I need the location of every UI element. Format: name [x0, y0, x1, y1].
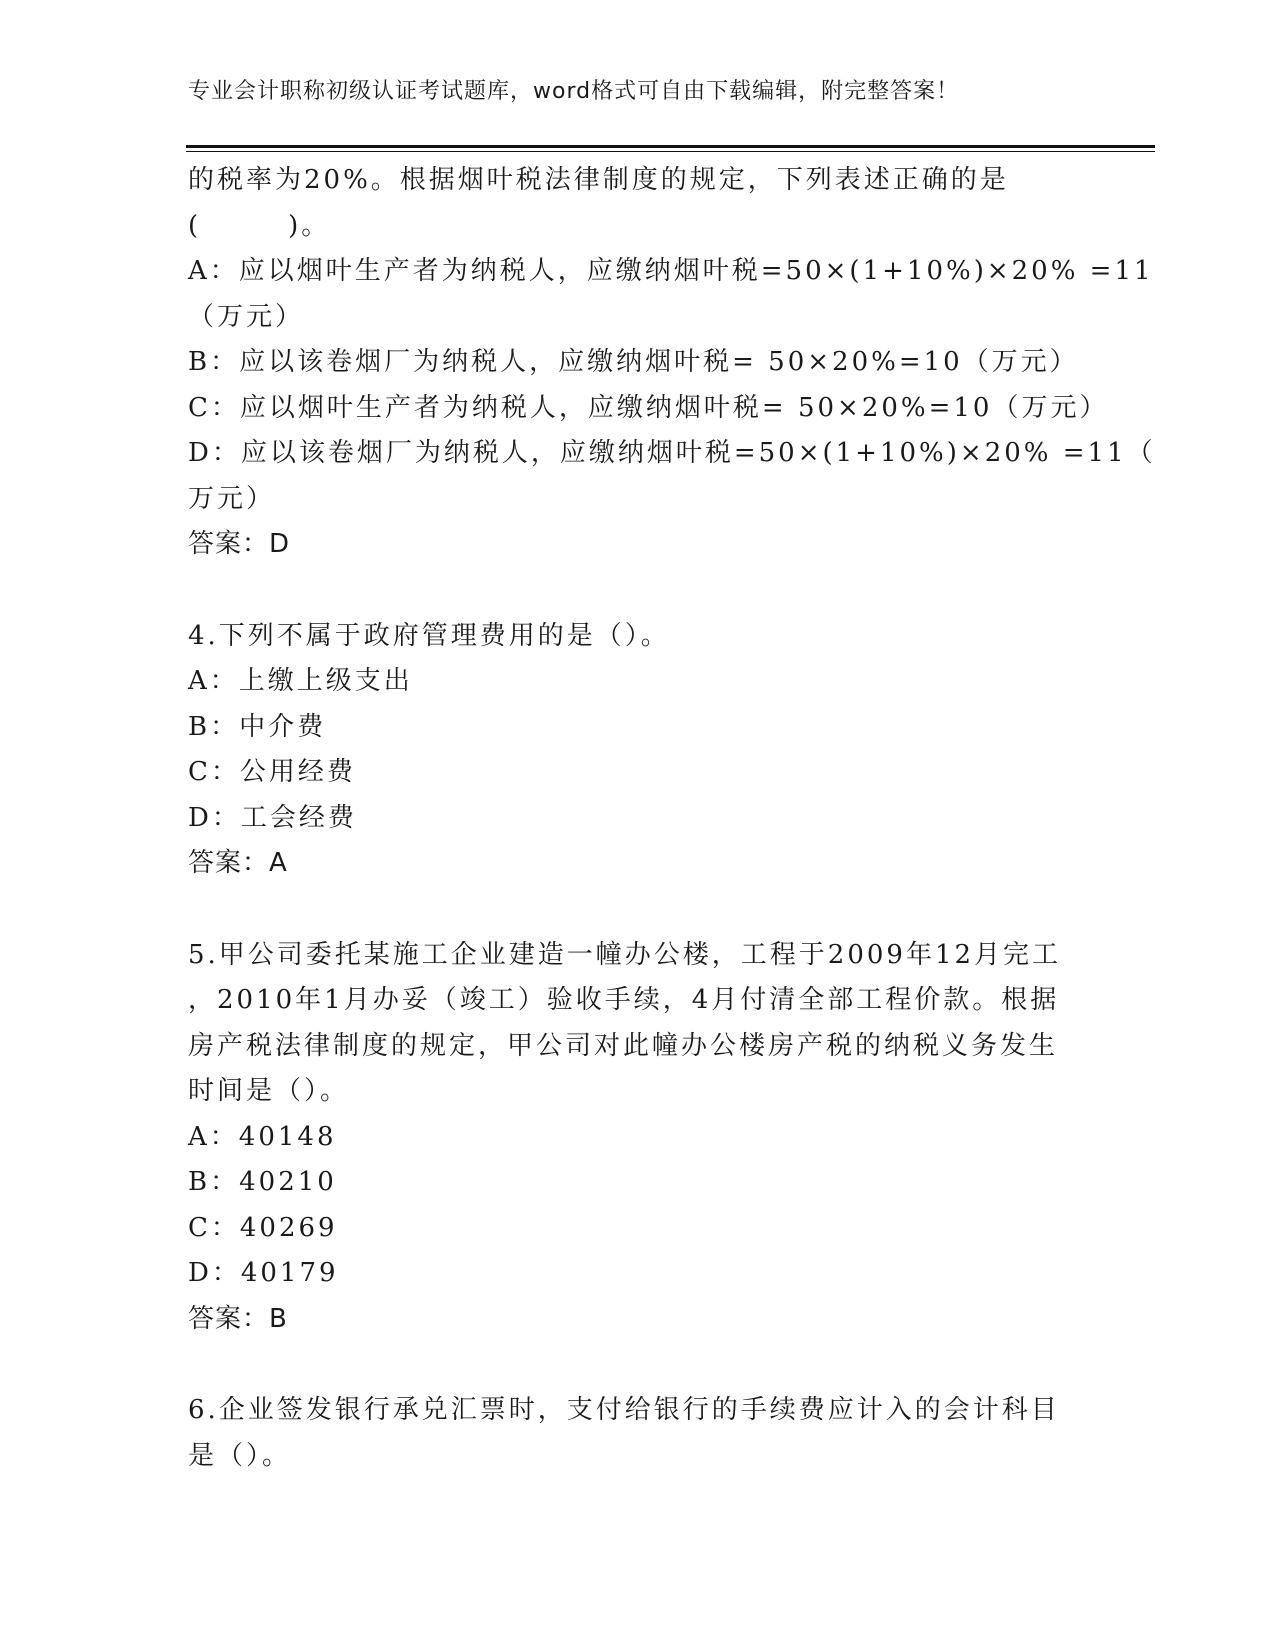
option-a: A：应以烟叶生产者为纳税人，应缴纳烟叶税=50×(1+10%)×20% =11: [188, 256, 1154, 286]
answer-label: 答案：A: [188, 848, 288, 878]
question-text: 的税率为20%。根据烟叶税法律制度的规定，下列表述正确的是: [188, 165, 1009, 195]
question-text: 5.甲公司委托某施工企业建造一幢办公楼，工程于2009年12月完工: [188, 939, 1062, 970]
question-text: ，2010年1月办妥（竣工）验收手续，4月付清全部工程价款。根据: [188, 985, 1060, 1015]
header-rule-thick: [186, 145, 1155, 148]
question-text: 时间是（）。: [188, 1076, 350, 1106]
question-block: [188, 614, 1068, 887]
option-d-continued: 万元）: [188, 483, 276, 514]
option-c: C：40269: [188, 1212, 338, 1243]
question-block: [188, 1388, 1068, 1479]
answer-label: 答案：D: [188, 529, 291, 559]
question-text: 房产税法律制度的规定，甲公司对此幢办公楼房产税的纳税义务发生: [188, 1030, 1059, 1061]
option-c: C：应以烟叶生产者为纳税人，应缴纳烟叶税= 50×20%=10（万元）: [188, 392, 1109, 423]
question-text: 6.企业签发银行承兑汇票时，支付给银行的手续费应计入的会计科目: [188, 1395, 1060, 1425]
option-c: C：公用经费: [188, 757, 356, 787]
option-a: A：上缴上级支出: [188, 666, 413, 696]
option-d: D：工会经费: [188, 802, 357, 833]
option-d: D：应以该卷烟厂为纳税人，应缴纳烟叶税=50×(1+10%)×20% =11（: [188, 438, 1156, 468]
document-body: [188, 158, 1156, 1479]
question-block: [188, 158, 1156, 568]
option-b: B：40210: [188, 1167, 337, 1197]
option-a-continued: （万元）: [188, 301, 305, 332]
question-text: ( )。: [188, 210, 331, 241]
option-d: D：40179: [188, 1258, 339, 1288]
option-b: B：中介费: [188, 711, 327, 742]
answer-label: 答案：B: [188, 1303, 288, 1334]
option-a: A：40148: [188, 1121, 337, 1152]
question-text: 是（）。: [188, 1440, 292, 1471]
question-block: [188, 933, 1068, 1343]
page-header: 专业会计职称初级认证考试题库，word格式可自由下载编辑，附完整答案！: [188, 79, 960, 104]
question-text: 4.下列不属于政府管理费用的是（）。: [188, 620, 670, 651]
header-rule-thin: [186, 151, 1155, 152]
option-b: B：应以该卷烟厂为纳税人，应缴纳烟叶税= 50×20%=10（万元）: [188, 347, 1079, 377]
